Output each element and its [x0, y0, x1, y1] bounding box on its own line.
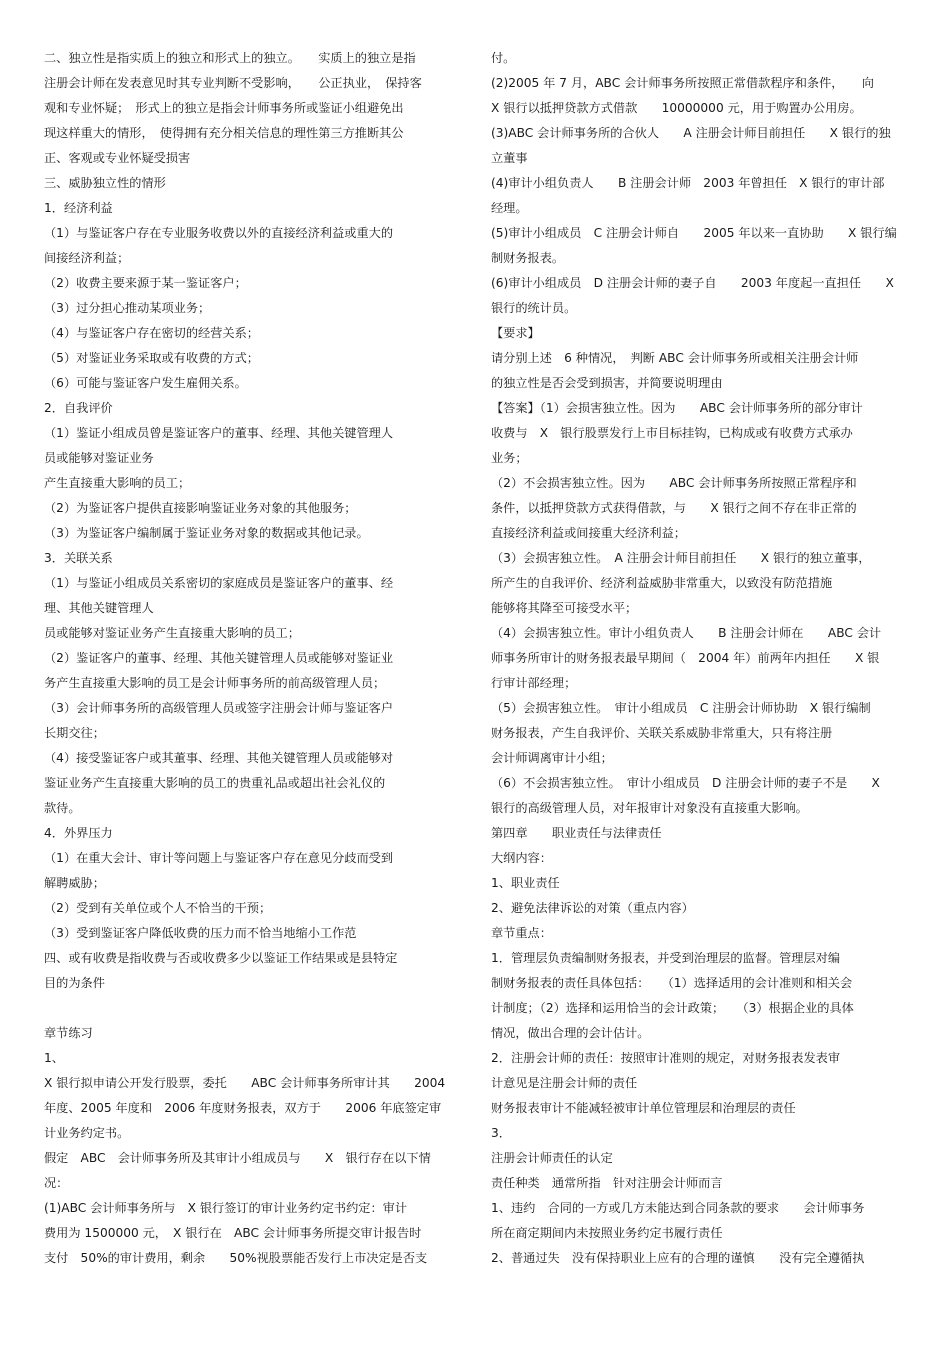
text-line: (6)审计小组成员 D 注册会计师的妻子自 2003 年度起一直担任 X	[491, 276, 894, 290]
text-line: 章节练习	[44, 1026, 93, 1040]
text-line: （3）会计师事务所的高级管理人员或签字注册会计师与鉴证客户	[44, 701, 394, 715]
text-line: 经理。	[491, 201, 528, 215]
text-line: 2．注册会计师的责任：按照审计准则的规定，对财务报表发表审	[491, 1051, 841, 1065]
text-line: 2．自我评价	[44, 401, 113, 415]
text-line: 师事务所审计的财务报表最早期间（ 2004 年）前两年内担任 X 银	[491, 651, 880, 665]
text-line: 财务报表审计不能减轻被审计单位管理层和治理层的责任	[491, 1101, 796, 1115]
text-line: 业务；	[491, 451, 528, 465]
text-line: 3．关联关系	[44, 551, 113, 565]
text-line: 注册会计师责任的认定	[491, 1151, 613, 1165]
right-text-column	[491, 46, 916, 1271]
text-line: （2）鉴证客户的董事、经理、其他关键管理人员或能够对鉴证业	[44, 651, 394, 665]
text-line: (2)2005 年 7 月，ABC 会计师事务所按照正常借款程序和条件， 向	[491, 76, 874, 90]
text-line: 制财务报表的责任具体包括： （1）选择适用的会计准则和相关会	[491, 976, 853, 990]
text-line: 1、职业责任	[491, 876, 560, 890]
text-line: (3)ABC 会计师事务所的合伙人 A 注册会计师目前担任 X 银行的独	[491, 126, 891, 140]
text-line: 费用为 1500000 元， X 银行在 ABC 会计师事务所提交审计报告时	[44, 1226, 422, 1240]
text-line: 立董事	[491, 151, 528, 165]
text-line: 理、其他关键管理人	[44, 601, 154, 615]
text-line: 2、普通过失 没有保持职业上应有的合理的谨慎 没有完全遵循执	[491, 1251, 865, 1265]
left-text-column	[44, 46, 469, 1271]
text-line: 长期交往；	[44, 726, 105, 740]
text-line: 收费与 X 银行股票发行上市目标挂钩，已构成或有收费方式承办	[491, 426, 853, 440]
text-line: （4）与鉴证客户存在密切的经营关系；	[44, 326, 259, 340]
text-line: 条件，以抵押贷款方式获得借款，与 X 银行之间不存在非正常的	[491, 501, 857, 515]
text-line: 员或能够对鉴证业务	[44, 451, 154, 465]
text-line: 所在商定期间内未按照业务约定书履行责任	[491, 1226, 723, 1240]
text-line: 会计师调离审计小组；	[491, 751, 613, 765]
text-line: X 银行拟申请公开发行股票，委托 ABC 会计师事务所审计其 2004	[44, 1076, 446, 1090]
text-line: （1）与鉴证小组成员关系密切的家庭成员是鉴证客户的董事、经	[44, 576, 394, 590]
text-line: 责任种类 通常所指 针对注册会计师而言	[491, 1176, 723, 1190]
text-line: 3．	[491, 1126, 511, 1140]
text-line: (5)审计小组成员 C 注册会计师自 2005 年以来一直协助 X 银行编	[491, 226, 897, 240]
text-line: （3）会损害独立性。 A 注册会计师目前担任 X 银行的独立董事，	[491, 551, 871, 565]
text-line: （5）会损害独立性。 审计小组成员 C 注册会计师协助 X 银行编制	[491, 701, 871, 715]
text-line: 二、独立性是指实质上的独立和形式上的独立。 实质上的独立是指	[44, 51, 416, 65]
text-line: （2）受到有关单位或个人不恰当的干预；	[44, 901, 272, 915]
text-line: （3）过分担心推动某项业务；	[44, 301, 211, 315]
text-line	[44, 996, 469, 1021]
text-line: 目的为条件	[44, 976, 105, 990]
text-line: 【答案】（1）会损害独立性。因为 ABC 会计师事务所的部分审计	[491, 401, 863, 415]
text-line: 4．外界压力	[44, 826, 113, 840]
text-line: 1、违约 合同的一方或几方未能达到合同条款的要求 会计师事务	[491, 1201, 865, 1215]
text-line: 现这样重大的情形， 使得拥有充分相关信息的理性第三方推断其公	[44, 126, 404, 140]
text-line: 直接经济利益或间接重大经济利益；	[491, 526, 686, 540]
text-line: 假定 ABC 会计师事务所及其审计小组成员与 X 银行存在以下情	[44, 1151, 431, 1165]
text-line: 财务报表，产生自我评价、关联关系威胁非常重大，只有将注册	[491, 726, 833, 740]
text-line: 款待。	[44, 801, 81, 815]
text-line: 观和专业怀疑； 形式上的独立是指会计师事务所或鉴证小组避免出	[44, 101, 404, 115]
text-line: 况：	[44, 1176, 69, 1190]
text-line: （5）对鉴证业务采取或有收费的方式；	[44, 351, 259, 365]
text-line: 章节重点：	[491, 926, 552, 940]
text-line: 情况，做出合理的会计估计。	[491, 1026, 650, 1040]
text-line: 支付 50%的审计费用，剩余 50%视股票能否发行上市决定是否支	[44, 1251, 428, 1265]
text-line: 员或能够对鉴证业务产生直接重大影响的员工；	[44, 626, 300, 640]
text-line: 务产生直接重大影响的员工是会计师事务所的前高级管理人员；	[44, 676, 386, 690]
text-line: (4)审计小组负责人 B 注册会计师 2003 年曾担任 X 银行的审计部	[491, 176, 885, 190]
text-line: （1）鉴证小组成员曾是鉴证客户的董事、经理、其他关键管理人	[44, 426, 394, 440]
text-line: （4）会损害独立性。审计小组负责人 B 注册会计师在 ABC 会计	[491, 626, 882, 640]
text-line: （6）不会损害独立性。 审计小组成员 D 注册会计师的妻子不是 X	[491, 776, 880, 790]
text-line: 能够将其降至可接受水平；	[491, 601, 638, 615]
text-line: 鉴证业务产生直接重大影响的员工的贵重礼品或超出社会礼仪的	[44, 776, 386, 790]
text-line: 请分别上述 6 种情况， 判断 ABC 会计师事务所或相关注册会计师	[491, 351, 859, 365]
text-line: 间接经济利益；	[44, 251, 130, 265]
text-line: 1．经济利益	[44, 201, 113, 215]
text-line: 银行的高级管理人员，对年报审计对象没有直接重大影响。	[491, 801, 808, 815]
text-line: （3）受到鉴证客户降低收费的压力而不恰当地缩小工作范	[44, 926, 357, 940]
text-line: X 银行以抵押贷款方式借款 10000000 元，用于购置办公用房。	[491, 101, 862, 115]
text-line: 银行的统计员。	[491, 301, 577, 315]
text-line: 计意见是注册会计师的责任	[491, 1076, 638, 1090]
text-line: 产生直接重大影响的员工；	[44, 476, 191, 490]
text-line: 计制度；（2）选择和运用恰当的会计政策； （3）根据企业的具体	[491, 1001, 854, 1015]
text-line: （1）与鉴证客户存在专业服务收费以外的直接经济利益或重大的	[44, 226, 394, 240]
text-line: （2）不会损害独立性。因为 ABC 会计师事务所按照正常程序和	[491, 476, 857, 490]
text-line: 的独立性是否会受到损害，并简要说明理由	[491, 376, 723, 390]
text-line: 三、威胁独立性的情形	[44, 176, 166, 190]
text-line: （1）在重大会计、审计等问题上与鉴证客户存在意见分歧而受到	[44, 851, 394, 865]
text-line: 1．管理层负责编制财务报表，并受到治理层的监督。管理层对编	[491, 951, 841, 965]
text-line: 1、	[44, 1051, 64, 1065]
text-line: 【要求】	[491, 326, 540, 340]
text-line: 行审计部经理；	[491, 676, 577, 690]
text-line: 计业务约定书。	[44, 1126, 130, 1140]
text-line: （6）可能与鉴证客户发生雇佣关系。	[44, 376, 247, 390]
text-line: 注册会计师在发表意见时其专业判断不受影响， 公正执业， 保持客	[44, 76, 422, 90]
text-line: 年度、2005 年度和 2006 年度财务报表，双方于 2006 年底签定审	[44, 1101, 442, 1115]
text-line: 第四章 职业责任与法律责任	[491, 826, 662, 840]
text-line: 付。	[491, 51, 516, 65]
text-line: 解聘威胁；	[44, 876, 105, 890]
text-line: 制财务报表。	[491, 251, 565, 265]
text-line: (1)ABC 会计师事务所与 X 银行签订的审计业务约定书约定：审计	[44, 1201, 408, 1215]
text-line: 大纲内容：	[491, 851, 552, 865]
text-line: 所产生的自我评价、经济利益威胁非常重大，以致没有防范措施	[491, 576, 833, 590]
text-line: （2）为鉴证客户提供直接影响鉴证业务对象的其他服务；	[44, 501, 357, 515]
text-line: 2、避免法律诉讼的对策（重点内容）	[491, 901, 694, 915]
text-line: （2）收费主要来源于某一鉴证客户；	[44, 276, 247, 290]
text-line: （3）为鉴证客户编制属于鉴证业务对象的数据或其他记录。	[44, 526, 369, 540]
text-line: 四、或有收费是指收费与否或收费多少以鉴证工作结果或是县特定	[44, 951, 398, 965]
text-line: （4）接受鉴证客户或其董事、经理、其他关键管理人员或能够对	[44, 751, 394, 765]
text-line: 正、客观或专业怀疑受损害	[44, 151, 191, 165]
